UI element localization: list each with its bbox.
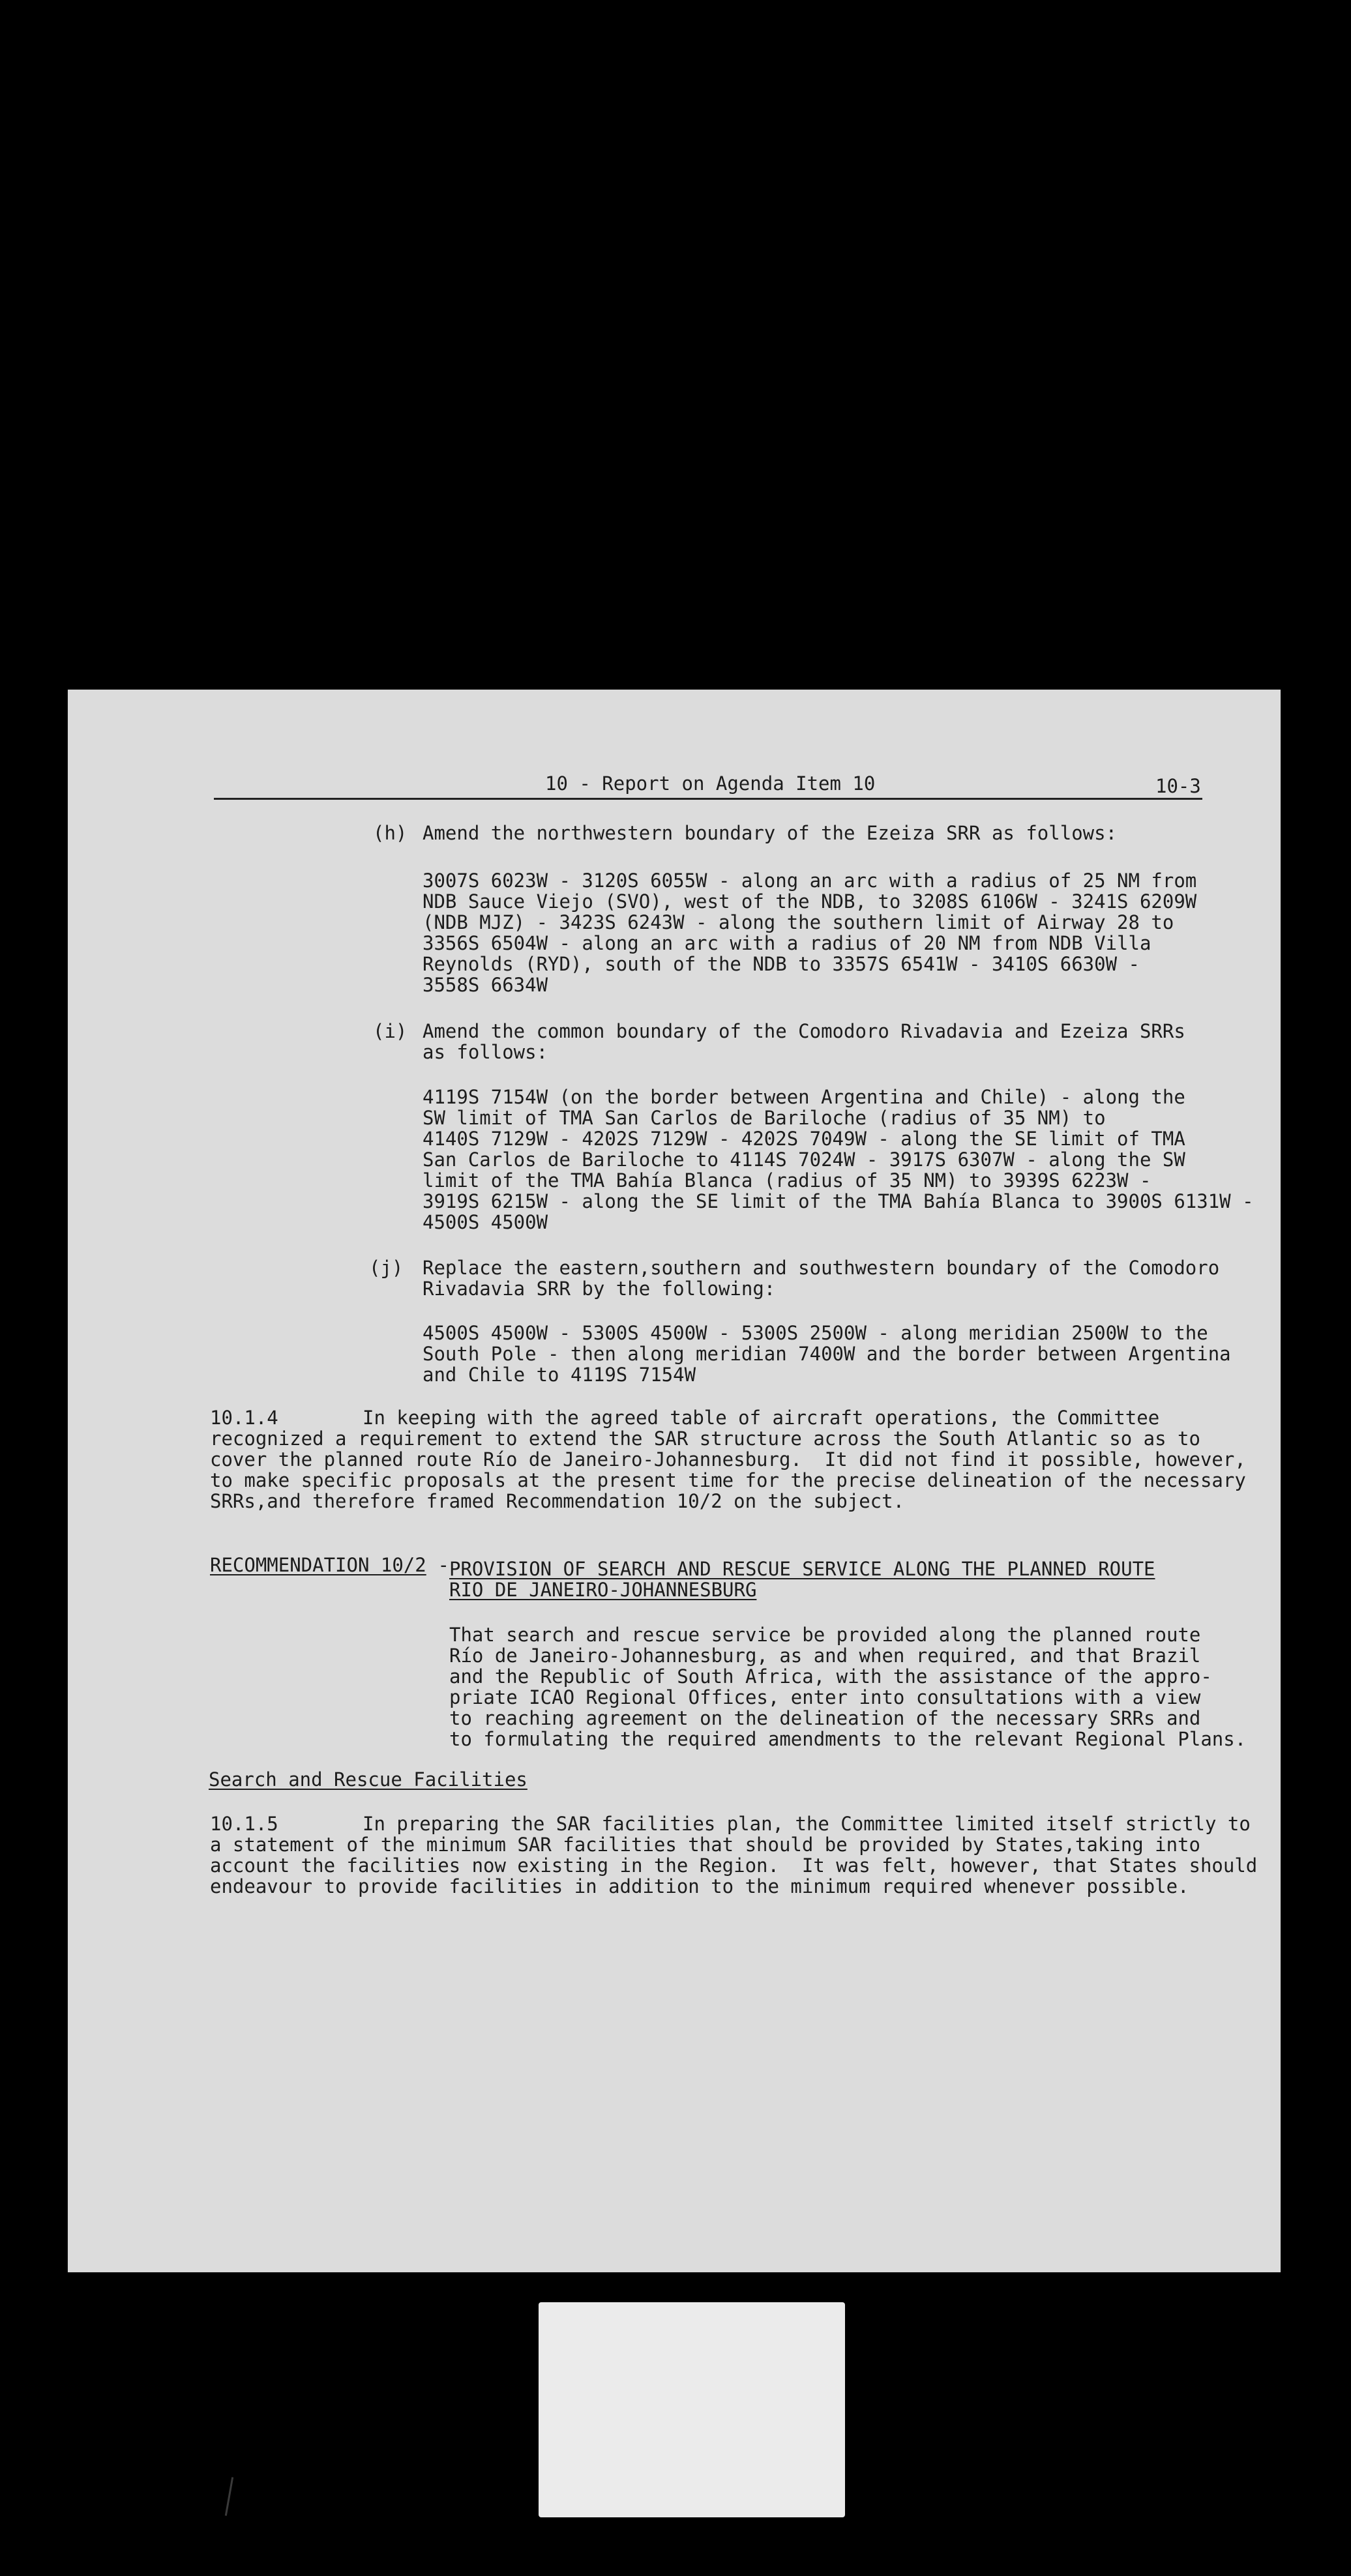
- item-h-line: 3558S 6634W: [423, 974, 548, 996]
- para-10-1-4-line: to make specific proposals at the present time for the precise delineation of the necessary: [210, 1469, 1246, 1491]
- header-rule: [214, 798, 1202, 800]
- page-number: 10-3: [1155, 775, 1201, 797]
- para-10-1-5-number: 10.1.5: [210, 1813, 278, 1835]
- recommendation-line: to reaching agreement on the delineation of the necessary SRRs and: [449, 1707, 1201, 1729]
- recommendation-line: priate ICAO Regional Offices, enter into consultations with a view: [449, 1686, 1201, 1708]
- section-heading: Search and Rescue Facilities: [209, 1768, 527, 1791]
- para-10-1-5-line: endeavour to provide facilities in addition to the minimum required whenever possible.: [210, 1875, 1189, 1897]
- recommendation-line: to formulating the required amendments to the relevant Regional Plans.: [449, 1728, 1247, 1750]
- recommendation-label: RECOMMENDATION 10/2: [210, 1554, 426, 1576]
- item-h-label: (h): [373, 822, 408, 844]
- item-i-line: 4119S 7154W (on the border between Argentina and Chile) - along the: [423, 1086, 1185, 1108]
- para-10-1-4-line: recognized a requirement to extend the SAR structure across the South Atlantic so as to: [210, 1427, 1200, 1450]
- item-i-line: San Carlos de Bariloche to 4114S 7024W - 3917S 6307W - along the SW: [423, 1149, 1185, 1171]
- recommendation-line: That search and rescue service be provided along the planned route: [449, 1624, 1201, 1646]
- item-i-intro-line: as follows:: [423, 1041, 548, 1063]
- para-10-1-5-first-line: In preparing the SAR facilities plan, the Committee limited itself strictly to: [363, 1813, 1251, 1835]
- para-10-1-4-number: 10.1.4: [210, 1407, 278, 1429]
- recommendation-dash: -: [426, 1554, 461, 1576]
- recommendation-title-line: PROVISION OF SEARCH AND RESCUE SERVICE ALONG THE PLANNED ROUTE: [449, 1558, 1155, 1580]
- item-h-intro: Amend the northwestern boundary of the Ezeiza SRR as follows:: [423, 822, 1118, 844]
- para-10-1-4-first-line: In keeping with the agreed table of aircraft operations, the Committee: [363, 1407, 1160, 1429]
- item-j-intro-line: Replace the eastern,southern and southwestern boundary of the Comodoro: [423, 1257, 1220, 1279]
- item-h-line: NDB Sauce Viejo (SVO), west of the NDB, to 3208S 6106W - 3241S 6209W: [423, 890, 1197, 913]
- item-j-label: (j): [369, 1257, 404, 1279]
- para-10-1-5-line: a statement of the minimum SAR facilities that should be provided by States,taking into: [210, 1834, 1200, 1856]
- blank-card: [539, 2302, 845, 2517]
- recommendation-line: Río de Janeiro-Johannesburg, as and when required, and that Brazil: [449, 1645, 1201, 1667]
- para-10-1-5-line: account the facilities now existing in the Region. It was felt, however, that States should: [210, 1854, 1258, 1877]
- film-scratch: [225, 2477, 233, 2516]
- para-10-1-4-line: cover the planned route Río de Janeiro-Johannesburg. It did not find it possible, however,: [210, 1448, 1246, 1471]
- recommendation-title-line: RIO DE JANEIRO-JOHANNESBURG: [449, 1579, 757, 1601]
- recommendation-line: and the Republic of South Africa, with the assistance of the appro-: [449, 1665, 1212, 1688]
- item-i-line: SW limit of TMA San Carlos de Bariloche (radius of 35 NM) to: [423, 1107, 1106, 1129]
- item-i-line: 4500S 4500W: [423, 1211, 548, 1233]
- item-i-line: 3919S 6215W - along the SE limit of the TMA Bahía Blanca to 3900S 6131W -: [423, 1190, 1254, 1212]
- item-i-label: (i): [373, 1020, 408, 1042]
- item-j-line: South Pole - then along meridian 7400W and the border between Argentina: [423, 1343, 1231, 1365]
- running-title: 10 - Report on Agenda Item 10: [545, 772, 876, 795]
- item-j-intro-line: Rivadavia SRR by the following:: [423, 1278, 776, 1300]
- item-h-line: Reynolds (RYD), south of the NDB to 3357S 6541W - 3410S 6630W -: [423, 953, 1140, 975]
- item-i-intro-line: Amend the common boundary of the Comodoro Rivadavia and Ezeiza SRRs: [423, 1020, 1185, 1042]
- item-h-line: 3356S 6504W - along an arc with a radius of 20 NM from NDB Villa: [423, 932, 1151, 954]
- item-i-line: 4140S 7129W - 4202S 7129W - 4202S 7049W - along the SE limit of TMA: [423, 1128, 1185, 1150]
- item-j-line: 4500S 4500W - 5300S 4500W - 5300S 2500W - along meridian 2500W to the: [423, 1322, 1208, 1344]
- item-i-line: limit of the TMA Bahía Blanca (radius of 35 NM) to 3939S 6223W -: [423, 1169, 1151, 1192]
- item-j-line: and Chile to 4119S 7154W: [423, 1364, 696, 1386]
- item-h-line: (NDB MJZ) - 3423S 6243W - along the southern limit of Airway 28 to: [423, 911, 1174, 933]
- item-h-line: 3007S 6023W - 3120S 6055W - along an arc with a radius of 25 NM from: [423, 870, 1197, 892]
- para-10-1-4-line: SRRs,and therefore framed Recommendation 10/2 on the subject.: [210, 1490, 905, 1512]
